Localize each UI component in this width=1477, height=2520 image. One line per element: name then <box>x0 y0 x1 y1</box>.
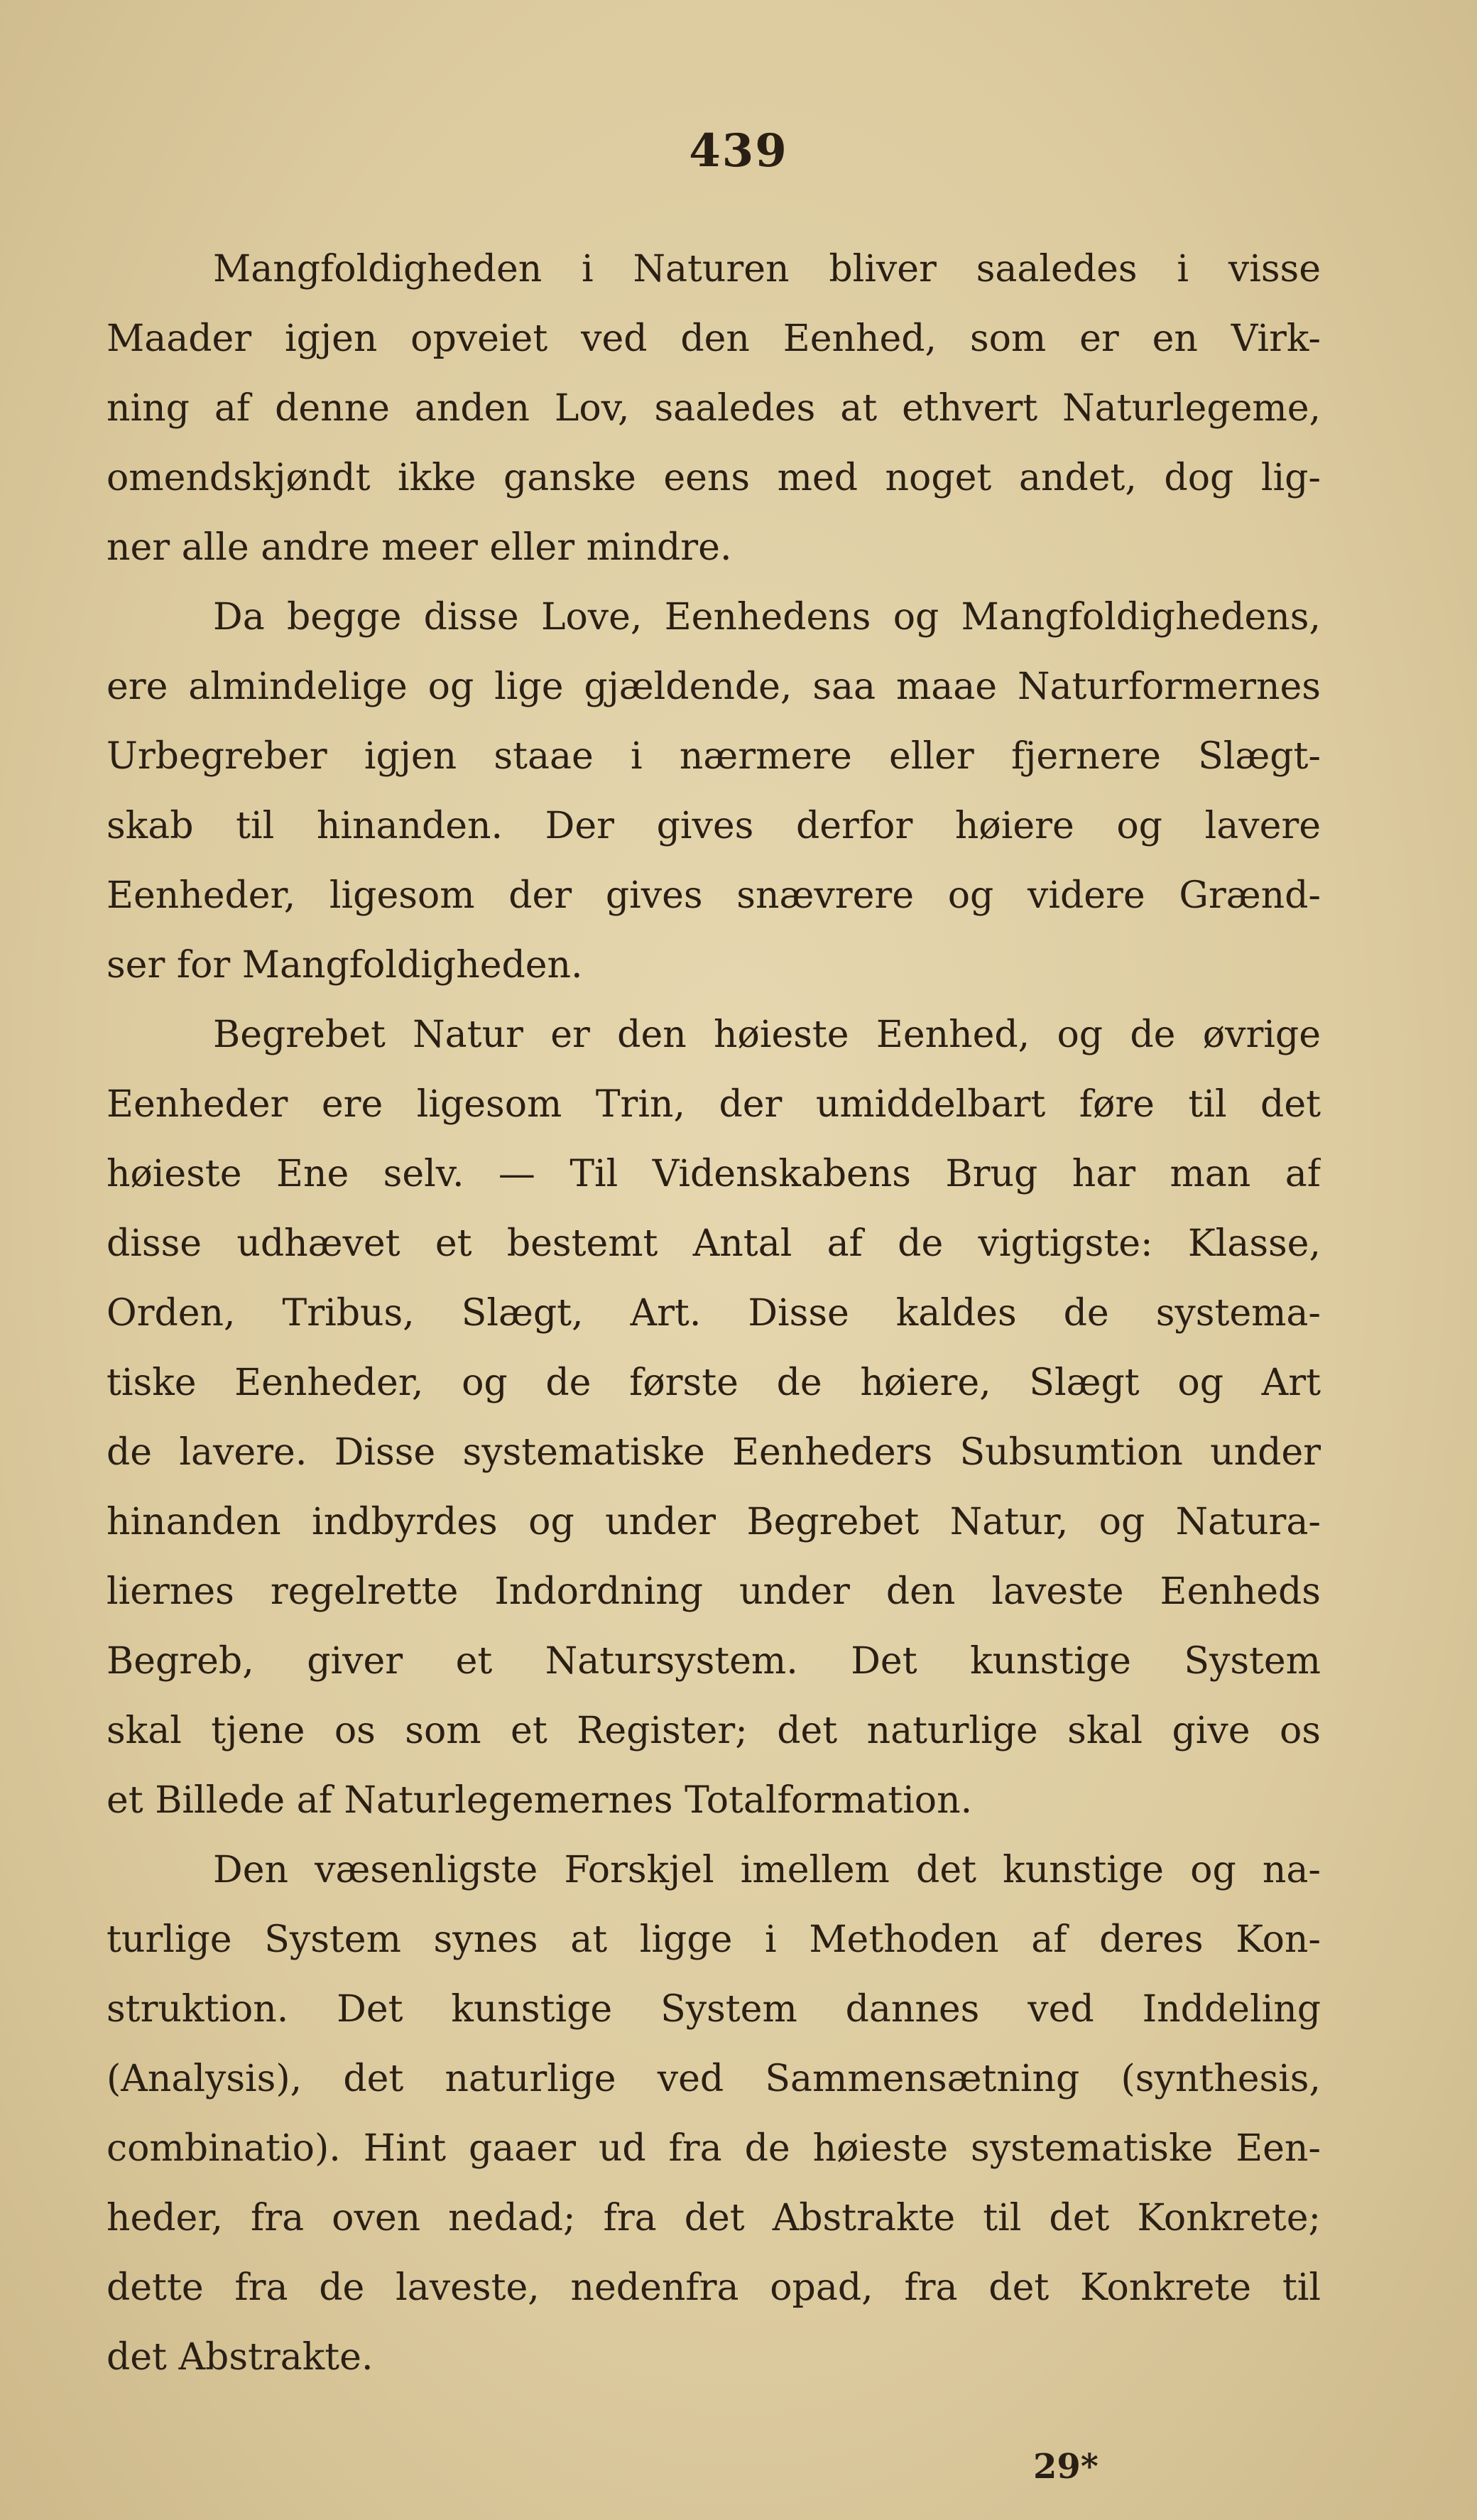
text-line: Da begge disse Love, Eenhedens og Mangfoldighedens, <box>213 596 1321 639</box>
text-line: liernes regelrette Indordning under den laveste Eenheds <box>107 1570 1321 1613</box>
text-line: heder, fra oven nedad; fra det Abstrakte til det Konkrete; <box>107 2197 1321 2239</box>
text-line: Mangfoldigheden i Naturen bliver saaledes i visse <box>213 248 1321 290</box>
text-line: combinatio). Hint gaaer ud fra de høieste systematiske Een- <box>107 2127 1321 2170</box>
paragraph-3 <box>107 1000 1321 1835</box>
text-line: ere almindelige og lige gjældende, saa maae Naturformernes <box>107 666 1321 708</box>
text-line: Begreb, giver et Natursystem. Det kunstige System <box>107 1640 1321 1683</box>
text-line: hinanden indbyrdes og under Begrebet Natur, og Natura- <box>107 1501 1321 1543</box>
text-line: et Billede af Naturlegemernes Totalformation. <box>107 1779 973 1822</box>
page-number: 439 <box>689 124 788 178</box>
text-line: omendskjøndt ikke ganske eens med noget andet, dog lig- <box>107 457 1321 499</box>
signature-mark: 29* <box>1033 2447 1099 2487</box>
paragraph-4 <box>107 1835 1321 2392</box>
text-line: Eenheder, ligesom der gives snævrere og videre Grænd- <box>107 874 1321 917</box>
text-line: ser for Mangfoldigheden. <box>107 944 583 987</box>
text-line: skab til hinanden. Der gives derfor høiere og lavere <box>107 805 1321 847</box>
text-line: skal tjene os som et Register; det naturlige skal give os <box>107 1710 1321 1752</box>
text-line: struktion. Det kunstige System dannes ved Inddeling <box>107 1988 1321 2031</box>
text-line: turlige System synes at ligge i Methoden af deres Kon- <box>107 1918 1321 1961</box>
text-line: de lavere. Disse systematiske Eenheders Subsumtion under <box>107 1431 1321 1474</box>
text-line: Den væsenligste Forskjel imellem det kunstige og na- <box>213 1849 1321 1891</box>
text-line: Maader igjen opveiet ved den Eenhed, som er en Virk- <box>107 317 1321 360</box>
text-line: Begrebet Natur er den høieste Eenhed, og de øvrige <box>213 1014 1321 1056</box>
text-line: Eenheder ere ligesom Trin, der umiddelbart føre til det <box>107 1083 1321 1126</box>
body-text <box>107 234 1321 2392</box>
paragraph-1 <box>107 234 1321 582</box>
paragraph-2 <box>107 582 1321 1000</box>
text-line: tiske Eenheder, og de første de høiere, Slægt og Art <box>107 1362 1321 1404</box>
text-line: Urbegreber igjen staae i nærmere eller fjernere Slægt- <box>107 735 1321 778</box>
text-line: dette fra de laveste, nedenfra opad, fra det Konkrete til <box>107 2266 1321 2309</box>
text-line: Orden, Tribus, Slægt, Art. Disse kaldes de systema- <box>107 1292 1321 1335</box>
text-line: ner alle andre meer eller mindre. <box>107 526 732 569</box>
text-line: ning af denne anden Lov, saaledes at ethvert Naturlegeme, <box>107 387 1321 430</box>
text-line: høieste Ene selv. — Til Videnskabens Brug har man af <box>107 1153 1321 1195</box>
text-line: (Analysis), det naturlige ved Sammensætning (synthesis, <box>107 2058 1321 2100</box>
text-line: disse udhævet et bestemt Antal af de vigtigste: Klasse, <box>107 1222 1321 1265</box>
text-line: det Abstrakte. <box>107 2336 374 2379</box>
